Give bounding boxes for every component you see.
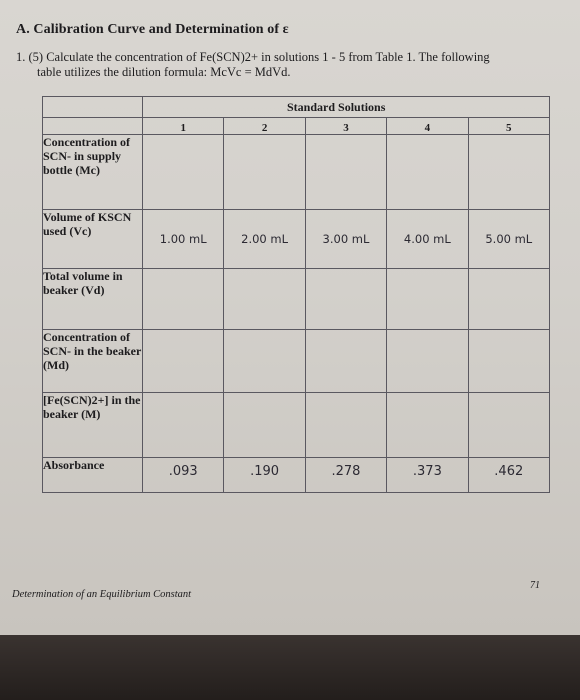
- page-number: 71: [530, 580, 540, 591]
- table-cell[interactable]: [468, 393, 549, 458]
- column-number-5: 5: [468, 118, 549, 135]
- table-cell[interactable]: 1.00 mL: [143, 210, 224, 269]
- column-number-1: 1: [143, 118, 224, 135]
- table-row: [43, 458, 550, 493]
- table-cell[interactable]: [143, 135, 224, 210]
- table-cell[interactable]: [224, 330, 305, 393]
- table-cell[interactable]: [224, 393, 305, 458]
- table-cell[interactable]: .373: [387, 458, 468, 493]
- table-cell[interactable]: [387, 135, 468, 210]
- row-label-fescn-concentration: [Fe(SCN)2+] in the beaker (M): [43, 393, 143, 458]
- footer-title: Determination of an Equilibrium Constant: [12, 589, 192, 600]
- table-cell[interactable]: [387, 269, 468, 330]
- row-label-absorbance: Absorbance: [43, 458, 143, 493]
- table-cell[interactable]: 3.00 mL: [305, 210, 386, 269]
- table-cell[interactable]: [468, 330, 549, 393]
- row-label-total-volume: Total volume in beaker (Vd): [43, 269, 143, 330]
- calibration-table: [42, 96, 550, 493]
- question-line-1: 1. (5) Calculate the concentration of Fe(SCN)2+ in solutions 1 - 5 from Table 1. The following: [16, 50, 490, 64]
- table-cell[interactable]: [305, 393, 386, 458]
- background-surface: [0, 635, 580, 700]
- column-number-4: 4: [387, 118, 468, 135]
- table-cell[interactable]: .190: [224, 458, 305, 493]
- table-row: [43, 269, 550, 330]
- table-cell[interactable]: [387, 330, 468, 393]
- question-text: [16, 50, 556, 80]
- table-cell[interactable]: [224, 269, 305, 330]
- table-cell[interactable]: 4.00 mL: [387, 210, 468, 269]
- table-cell[interactable]: [305, 135, 386, 210]
- table-cell[interactable]: 2.00 mL: [224, 210, 305, 269]
- column-number-2: 2: [224, 118, 305, 135]
- table-cell[interactable]: [224, 135, 305, 210]
- table-row: [43, 393, 550, 458]
- table-cell[interactable]: [468, 269, 549, 330]
- table-cell[interactable]: [305, 330, 386, 393]
- table-row: [43, 135, 550, 210]
- table-cell[interactable]: 5.00 mL: [468, 210, 549, 269]
- table-cell[interactable]: .462: [468, 458, 549, 493]
- section-heading: A. Calibration Curve and Determination of ε: [16, 22, 289, 37]
- table-title: Standard Solutions: [287, 100, 386, 114]
- table-cell[interactable]: .093: [143, 458, 224, 493]
- table-cell[interactable]: [143, 269, 224, 330]
- table-cell[interactable]: [143, 393, 224, 458]
- table-cell[interactable]: [468, 135, 549, 210]
- table-row: [43, 210, 550, 269]
- table-row: [43, 330, 550, 393]
- table-cell[interactable]: [143, 330, 224, 393]
- table-cell[interactable]: .278: [305, 458, 386, 493]
- column-number-3: 3: [305, 118, 386, 135]
- row-label-supply-concentration: Concentration of SCN- in supply bottle (Mc): [43, 135, 143, 210]
- table-cell[interactable]: [305, 269, 386, 330]
- question-line-2: table utilizes the dilution formula: McVc = MdVd.: [37, 65, 291, 79]
- row-label-kscn-volume: Volume of KSCN used (Vc): [43, 210, 143, 269]
- table-cell[interactable]: [387, 393, 468, 458]
- row-label-beaker-concentration: Concentration of SCN- in the beaker (Md): [43, 330, 143, 393]
